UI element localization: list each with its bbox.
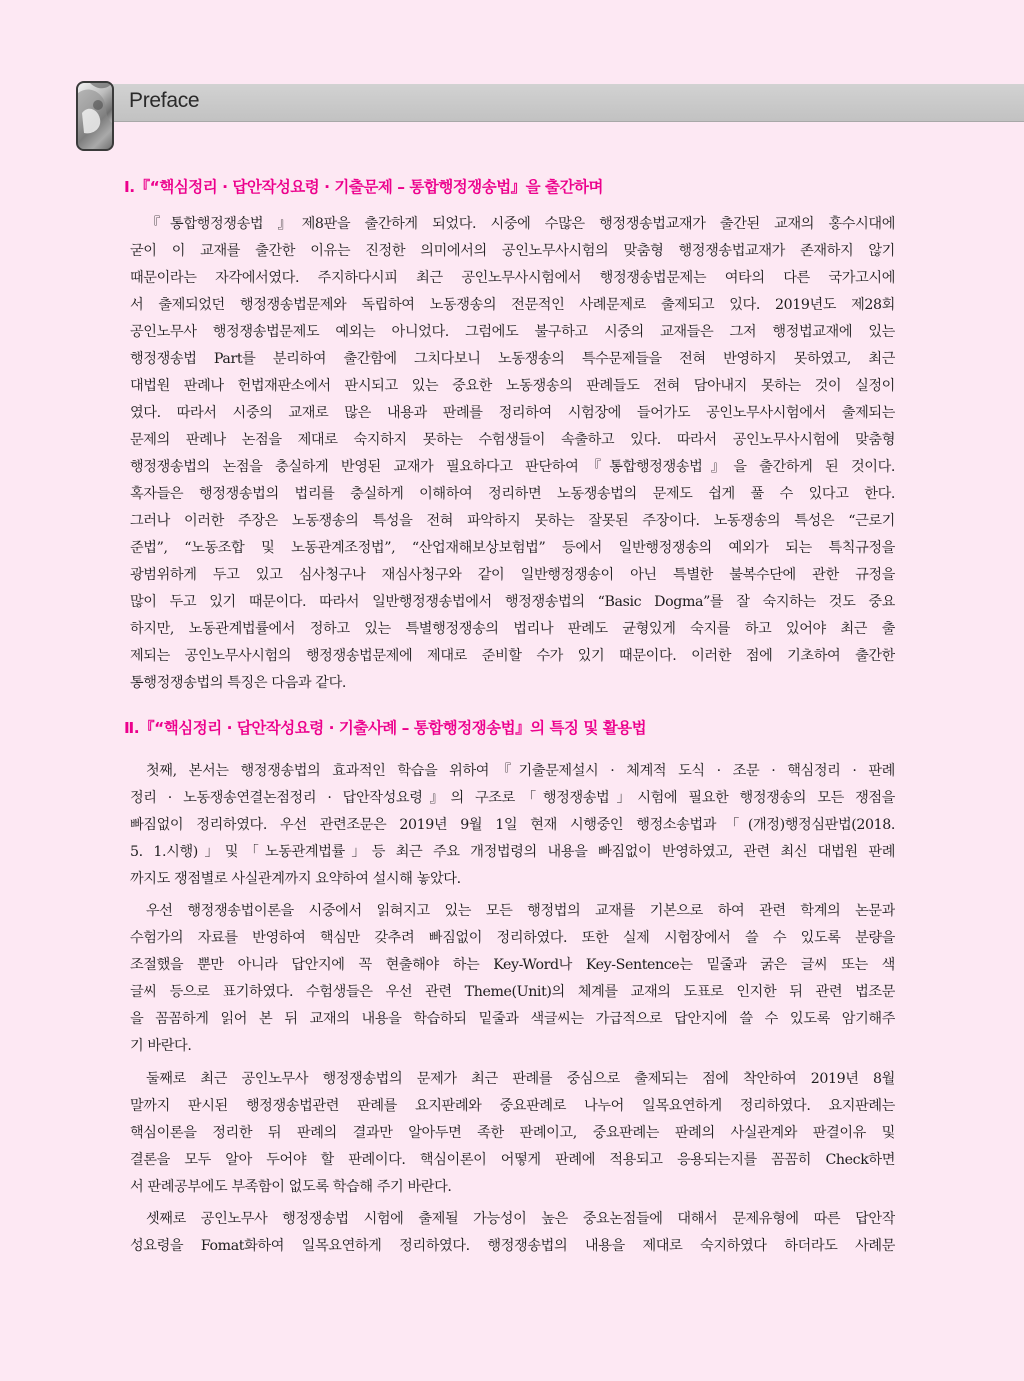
paragraph-line: 핵심이론을 정리한 뒤 판례의 결과만 알아두면 족한 판례이고, 중요판례는 판례의 사실관계와 판결이유 및 (130, 1125, 895, 1141)
paragraph-line: 5. 1.시행)」및「노동관계법률」등 최근 주요 개정법령의 내용을 빠짐없이 반영하였고, 관련 최신 대법원 판례 (130, 844, 895, 860)
paragraph-line: 둘째로 최근 공인노무사 행정쟁송법의 문제가 최근 판례를 중심으로 출제되는 점에 착안하여 2019년 8월 (146, 1071, 895, 1087)
paragraph-line: 굳이 이 교재를 출간한 이유는 진정한 의미에서의 공인노무사시험의 맞춤형 행정쟁송법교재가 존재하지 않기 (130, 243, 895, 259)
paragraph-line: 조절했을 뿐만 아니라 답안지에 꼭 현출해야 하는 Key-Word나 Key-Sentence는 밑줄과 굵은 글씨 또는 색 (130, 957, 895, 973)
paragraph-line: 수험가의 자료를 반영하여 핵심만 갖추려 빠짐없이 정리하였다. 또한 실제 시험장에서 쓸 수 있도록 분량을 (130, 930, 895, 946)
paragraph-line: 정리 · 노동쟁송연결논점정리 · 답안작성요령』의 구조로「행정쟁송법」시험에 필요한 행정쟁송의 모든 쟁점을 (130, 790, 895, 806)
paragraph-line: 『통합행정쟁송법 』제8판을 출간하게 되었다. 시중에 수많은 행정쟁송법교재가 출간된 교재의 홍수시대에 (146, 216, 895, 232)
paragraph-line: 많이 두고 있기 때문이다. 따라서 일반행정쟁송법에서 행정쟁송법의 “Basic Dogma”를 잘 숙지하는 것도 중요 (130, 594, 895, 610)
paragraph-line: 통행정쟁송법의 특징은 다음과 같다. (130, 675, 347, 691)
paragraph-line: 제되는 공인노무사시험의 행정쟁송법문제에 제대로 준비할 수가 있기 때문이다. 이러한 점에 기초하여 출간한 (130, 648, 895, 664)
section-heading-1: Ⅰ.『“핵심정리 · 답안작성요령 · 기출문제 – 통합행정쟁송법』을 출간하며 (124, 178, 603, 196)
paragraph-line: 말까지 판시된 행정쟁송법관련 판례를 요지판례와 중요판례로 나누어 일목요연하게 정리하였다. 요지판례는 (130, 1098, 895, 1114)
paragraph-line: 때문이라는 자각에서였다. 주지하다시피 최근 공인노무사시험에서 행정쟁송법문제는 여타의 다른 국가고시에 (130, 270, 895, 286)
paragraph-line: 혹자들은 행정쟁송법의 법리를 충실하게 이해하여 정리하면 노동쟁송법의 문제도 쉽게 풀 수 있다고 한다. (130, 486, 895, 502)
paragraph-line: 성요령을 Fomat화하여 일목요연하게 정리하였다. 행정쟁송법의 내용을 제대로 숙지하였다 하더라도 사례문 (130, 1238, 895, 1254)
paragraph-line: 셋째로 공인노무사 행정쟁송법 시험에 출제될 가능성이 높은 중요논점들에 대해서 문제유형에 따른 답안작 (146, 1211, 895, 1227)
header-label: Preface (129, 89, 200, 112)
paragraph-line: 공인노무사 행정쟁송법문제도 예외는 아니었다. 그럼에도 불구하고 시중의 교재들은 그저 행정법교재에 있는 (130, 324, 895, 340)
section-heading-2: Ⅱ.『“핵심정리 · 답안작성요령 · 기출사례 – 통합행정쟁송법』의 특징 및 활용법 (124, 719, 647, 737)
paragraph-line: 준법”, “노동조합 및 노동관계조정법”, “산업재해보상보험법” 등에서 일반행정쟁송의 예외가 되는 특칙규정을 (130, 540, 895, 556)
paragraph-line: 행정쟁송법의 논점을 충실하게 반영된 교재가 필요하다고 판단하여『통합행정쟁송법』을 출간하게 된 것이다. (130, 459, 895, 475)
paragraph-line: 기 바란다. (130, 1038, 192, 1054)
paragraph-line: 서 판례공부에도 부족함이 없도록 학습해 주기 바란다. (130, 1179, 452, 1195)
paragraph-line: 우선 행정쟁송법이론을 시중에서 읽혀지고 있는 모든 행정법의 교재를 기본으로 하여 관련 학계의 논문과 (146, 903, 895, 919)
preface-thumbnail-image (76, 81, 114, 151)
paragraph-line: 행정쟁송법 Part를 분리하여 출간함에 그치다보니 노동쟁송의 특수문제들을 전혀 반영하지 못하였고, 최근 (130, 351, 895, 367)
header-bar (84, 84, 1024, 122)
paragraph-line: 서 출제되었던 행정쟁송법문제와 독립하여 노동쟁송의 전문적인 사례문제로 출제되고 있다. 2019년도 제28회 (130, 297, 895, 313)
paragraph-line: 결론을 모두 알아 두어야 할 판례이다. 핵심이론이 어떻게 판례에 적용되고 응용되는지를 꼼꼼히 Check하면 (130, 1152, 895, 1168)
paragraph-line: 빠짐없이 정리하였다. 우선 관련조문은 2019년 9월 1일 현재 시행중인 행정소송법과「(개정)행정심판법(2018. (130, 817, 895, 833)
paragraph-line: 글씨 등으로 표기하였다. 수험생들은 우선 관련 Theme(Unit)의 체계를 교재의 도표로 인지한 뒤 관련 법조문 (130, 984, 895, 1000)
paragraph-line: 첫째, 본서는 행정쟁송법의 효과적인 학습을 위하여『기출문제설시 · 체계적 도식 · 조문 · 핵심정리 · 판례 (146, 763, 895, 779)
paragraph-line: 였다. 따라서 시중의 교재로 많은 내용과 판례를 정리하여 시험장에 들어가도 공인노무사시험에서 출제되는 (130, 405, 895, 421)
paragraph-line: 광범위하게 두고 있고 심사청구나 재심사청구와 같이 일반행정쟁송이 아닌 특별한 불복수단에 관한 규정을 (130, 567, 895, 583)
paragraph-line: 문제의 판례나 논점을 제대로 숙지하지 못하는 수험생들이 속출하고 있다. 따라서 공인노무사시험에 맞춤형 (130, 432, 895, 448)
paragraph-line: 하지만, 노동관계법률에서 정하고 있는 특별행정쟁송의 법리나 판례도 균형있게 숙지를 하고 있어야 최근 출 (130, 621, 895, 637)
paragraph-line: 까지도 쟁점별로 사실관계까지 요약하여 설시해 놓았다. (130, 871, 461, 887)
paragraph-line: 대법원 판례나 헌법재판소에서 판시되고 있는 중요한 노동쟁송의 판례들도 전혀 담아내지 못하는 것이 실정이 (130, 378, 895, 394)
paragraph-line: 을 꼼꼼하게 읽어 본 뒤 교재의 내용을 학습하되 밑줄과 색글씨는 가급적으로 답안지에 쓸 수 있도록 암기해주 (130, 1011, 895, 1027)
paragraph-line: 그러나 이러한 주장은 노동쟁송의 특성을 전혀 파악하지 못하는 잘못된 주장이다. 노동쟁송의 특성은 “근로기 (130, 513, 895, 529)
